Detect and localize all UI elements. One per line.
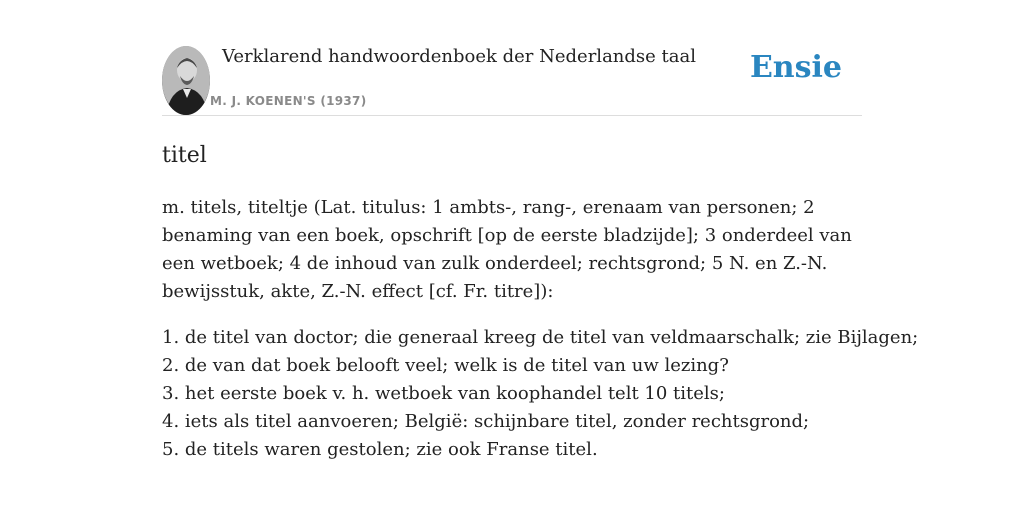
example-item: 2. de van dat boek belooft veel; welk is de titel van uw lezing? bbox=[162, 355, 729, 376]
book-author: M. J. KOENEN'S (1937) bbox=[210, 94, 367, 108]
page bbox=[162, 0, 919, 464]
ensie-logo-link[interactable]: Ensie bbox=[749, 50, 842, 85]
book-title: Verklarend handwoordenboek der Nederlandse taal bbox=[222, 46, 696, 67]
example-item: 4. iets als titel aanvoeren; België: schijnbare titel, zonder rechtsgrond; bbox=[162, 411, 810, 432]
headword: titel bbox=[162, 143, 207, 168]
example-item: 5. de titels waren gestolen; zie ook Franse titel. bbox=[162, 439, 598, 460]
examples-list bbox=[162, 324, 919, 464]
definition-text: m. titels, titeltje (Lat. titulus: 1 ambts-, rang-, erenaam van personen; 2 benaming van een boek, opschrift [op de eerste bladzijde]; 3 onderdeel van een wetboek; 4 de inhoud van zulk onderdeel; rechtsgrond; 5 N. en Z.-N. bewijsstuk, akte, Z.-N. effect [cf. Fr. titre]): bbox=[162, 197, 852, 302]
header bbox=[162, 0, 862, 116]
example-item: 3. het eerste boek v. h. wetboek van koophandel telt 10 titels; bbox=[162, 383, 725, 404]
author-portrait-image bbox=[162, 46, 210, 115]
example-item: 1. de titel van doctor; die generaal kreeg de titel van veldmaarschalk; zie Bijlagen; bbox=[162, 327, 919, 348]
